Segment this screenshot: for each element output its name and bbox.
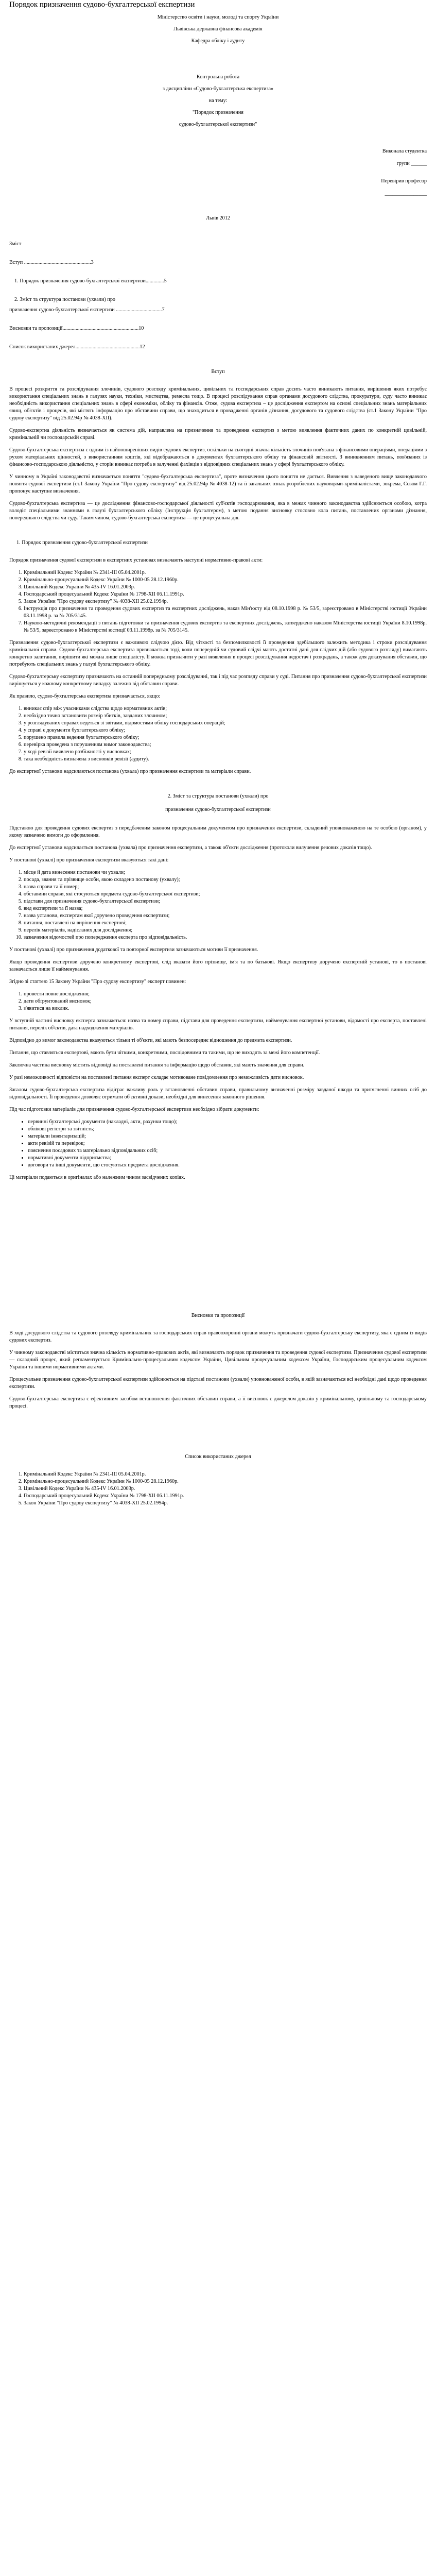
section-2-paragraph: У разі неможливості відповісти на поставлені питання експерт складає мотивоване повідомлення про неможливість дати висновок. [9, 1075, 304, 1080]
conclusions-paragraph: У чинному законодавстві міститься значна кількість нормативно-правових актів, які визначають порядок призначення та проведення судової експертизи. Призначення судової експертизи — складний процес, який регламентується Кримінально-процесуальним кодексом України, Цивільним процесуальним кодексом України, Господарським процесуальним кодексом України та іншими нормативними актами. [9, 1350, 427, 1370]
department-line: Кафедра обліку і аудиту [191, 38, 245, 44]
toc-title: Зміст [9, 241, 22, 247]
list-item: 7. у ході ревізії виявлено розбіжності у висновках; [24, 749, 427, 756]
intro-section [9, 368, 427, 522]
performed-by: Виконала студентка [382, 148, 427, 154]
section-2-paragraph: Підставою для проведення судових експертиз з передбаченим законом процесуальним документом про призначення експертизи, складений уповноваженою на те особою (органом), у якому зазначено вимоги до оформлення. [9, 825, 427, 838]
discipline-line: з дисципліни «Судово-бухгалтерська експертиза» [162, 86, 274, 92]
toc-item: Список використаних джерел.................................................12 [9, 344, 145, 350]
section-2-paragraph: Заключна частина висновку містить відповіді на поставлені питання та інформацію щодо обставин, які мають значення для справи. [9, 1062, 305, 1068]
section-1-heading: 1. Порядок призначення судово-бухгалтерської експертизи [16, 540, 148, 546]
section-2-heading [9, 793, 427, 814]
legal-acts-list [19, 569, 427, 634]
list-item: • договори та інші документи, що стосуються предмета дослідження. [28, 1162, 427, 1169]
list-item: 3. з'явитися на виклик. [24, 1005, 427, 1012]
toc-item: Висновки та пропозиції..........................................................10 [9, 326, 144, 331]
section-2-paragraph: Якщо проведення експертизи доручено конкретному експертові, слід вказати його прізвище, ім'я та по батькові. Якщо експертизу доручено експертній установі, то в постанові зазначається лише її найменування. [9, 959, 427, 972]
list-item: 8. така необхідність визначена з висновків ревізії (аудиту). [24, 756, 427, 763]
checked-by: Перевірив професор [381, 178, 427, 184]
list-item: 2. Кримінально-процесуальний Кодекс України № 1000-05 28.12.1960р. [24, 577, 427, 584]
list-item: 2. дати обґрунтований висновок; [24, 998, 427, 1005]
list-item: 4. Господарський процесуальний Кодекс України № 1798-XII 06.11.1991р. [24, 591, 427, 598]
section-1-paragraph: До експертної установи надсилаються постанова (ухвала) про призначення експертизи та матеріали справи. [9, 769, 251, 774]
section-2-heading-line: 2. Зміст та структура постанови (ухвали) про [167, 793, 269, 799]
author-block [9, 148, 427, 197]
ministry-line: Міністерство освіти і науки, молоді та спорту України [157, 14, 279, 20]
intro-paragraph: Судово-експертна діяльність визначається як система дій, направлена на призначення та проведення експертиз з метою виявлення фактичних даних по конкретній цивільній, кримінальній чи господарській справі. [9, 428, 427, 440]
list-item: 1. провести повне дослідження; [24, 991, 427, 998]
intro-paragraph: У чинному в Україні законодавстві визначається поняття "судово-бухгалтерська експертиза", проте визначення цього поняття не дається. Вивчення з наведеного вище законодавчого поняття судової експертизи (ст.1 Закону України "Про судову експертизу" від 25.02.94р № 4038-12) та її загальних ознак розроблених науковцями-криміналістами, зокрема, Сєвом Г.Г. пропонує наступне визначення. [9, 474, 427, 494]
page-title: Порядок призначення судово-бухгалтерської експертизи [9, 1, 195, 9]
list-item: 4. Господарський процесуальний Кодекс України № 1798-XII 06.11.1991р. [24, 1493, 427, 1500]
list-item: 1. місце й дата винесення постанови чи ухвали; [24, 869, 427, 876]
conclusions-paragraph: Судово-бухгалтерська експертиза є ефективним засобом встановлення фактичних обставин справи, а її висновок є джерелом доказів у кримінальному, цивільному та господарському процесі. [9, 1396, 427, 1409]
list-item: 9. перелік матеріалів, надісланих для дослідження; [24, 927, 427, 934]
section-1-paragraph: Як правило, судово-бухгалтерська експертиза призначається, якщо: [9, 693, 161, 699]
conditions-list [19, 705, 427, 763]
toc-item: 1. Порядок призначення судово-бухгалтерської експертизи..............5 [14, 278, 167, 284]
conclusions-paragraph: В ході досудового слідства та судового розгляду кримінальних та господарських справ правоохоронні органи можуть призначати судово-бухгалтерську експертизу, яка є одним із видів судових експертиз. [9, 1330, 427, 1343]
page-gap [9, 1187, 427, 1295]
references-section [9, 1453, 427, 1507]
documents-list [23, 1118, 427, 1169]
list-item: 2. необхідно точно встановити розмір збитків, завданих злочином; [24, 713, 427, 720]
list-item: 7. назва установи, експертам якої доручено проведення експертизи; [24, 912, 427, 920]
list-item: 2. Кримінально-процесуальний Кодекс України № 1000-05 28.12.1960р. [24, 1478, 427, 1485]
section-1-paragraph: Судово-бухгалтерську експертизу призначають на останній попередньому розслідуванні, так і під час розгляду справи у суді. Питання про призначення судово-бухгалтерської експертизи вирішується у кожному конкретному випадку залежно від обставин справи. [9, 674, 427, 687]
list-item: • акти ревізій та перевірок; [28, 1140, 427, 1147]
list-item: 3. Цивільний Кодекс України № 435-IV 16.01.2003р. [24, 1485, 427, 1493]
table-of-contents [9, 241, 427, 351]
expert-duties-list [19, 991, 427, 1012]
list-item: 3. Цивільний Кодекс України № 435-IV 16.01.2003р. [24, 584, 427, 591]
list-item: 10. зазначення відомостей про попередження експерта про відповідальність. [24, 934, 427, 941]
section-2-paragraph: Під час підготовки матеріалів для призначення судово-бухгалтерської експертизи необхідно зібрати документи: [9, 1107, 259, 1112]
intro-paragraph: В процесі розкриття та розслідування злочинів, судового розгляду кримінальних, цивільних та господарських справ досить часто виникають питання, вирішення яких потребує використання спеціальних знань в галузях науки, техніки, мистецтва, ремесла тощо. В процесі розслідування справ органами досудового слідства, прокуратури, суду часто виникає необхідність використання спеціальних знань в сфері економіки, обліку та фінансів. Отже, судова експертиза – це дослідження експертом на основі спеціальних знань матеріальних явищ, об'єктів і процесів, які містять інформацію про обставини справи, що знаходиться в провадженні органів дізнання, досудового та судового слідства (ст.1 Закону України "Про судову експертизу" від 25.02.94р № 4038-ХІІ). [9, 386, 427, 421]
list-item: 5. Закон України "Про судову експертизу" № 4038-XII 25.02.1994р. [24, 1500, 427, 1507]
list-item: 6. Інструкція про призначення та проведення судових експертиз та експертних досліджень, наказ Мін'юсту від 08.10.1998 р. № 53/5, зареєстровано в Міністерстві юстиції України 03.11.1998 р. за № 705/3145. [24, 605, 427, 620]
city-year: Львів 2012 [206, 215, 230, 221]
page-gap [9, 1415, 427, 1436]
conclusions-section [9, 1312, 427, 1410]
topic-label: на тему: [208, 98, 228, 104]
section-2-paragraph: Згідно зі статтею 15 Закону України "Про судову експертизу" експерт повинен: [9, 979, 186, 985]
list-item: 7. Науково-методичні рекомендації з питань підготовки та призначення судових експертиз та експертних досліджень, затверджено наказом Міністерства юстиції України 8.10.1998р. № 53/5, зареєстровано в Міністерстві юстиції 03.11.1998р. за № 705/3145. [24, 620, 427, 634]
list-item: 5. Закон України "Про судову експертизу" № 4038-XII 25.02.1994р. [24, 598, 427, 605]
list-item: 6. вид експертизи та її назва; [24, 905, 427, 912]
section-2-paragraph: Відповідно до вимог законодавства вказуються тільки ті об'єкти, які мають безпосереднє відношення до предмета експертизи. [9, 1038, 292, 1043]
list-item: 5. підстави для призначення судово-бухгалтерської експертизи; [24, 898, 427, 905]
intro-paragraph: Судово-бухгалтерська експертиза — це дослідження фінансово-господарської діяльності суб'єктів господарювання, яка в межах чинного законодавства здійснюється особою, котра володіє спеціальними знаннями в галузі бухгалтерського обліку (Інструкція бухгалтером), з метою подання висновку стосовно кола питань, поставлених органами дізнання, попереднього слідства чи суду. Таким чином, судово-бухгалтерська експертиза — це процесуальна дія. [9, 501, 427, 521]
list-item: • матеріали інвентаризацій; [28, 1133, 427, 1140]
section-1 [9, 539, 427, 775]
title-page [9, 14, 427, 128]
section-2-paragraph: До експертної установи надсилається постанова (ухвала) про призначення експертизи, а також об'єкти дослідження (протоколи вилучення речових доказів тощо). [9, 845, 372, 851]
list-item: 2. посада, звання та прізвище особи, якою складено постанову (ухвалу); [24, 876, 427, 884]
references-list [19, 1471, 427, 1507]
list-item: • первинні бухгалтерські документи (накладні, акти, рахунки тощо); [28, 1118, 427, 1126]
list-item: 8. питання, поставлені на вирішення експертові; [24, 920, 427, 927]
section-2-paragraph: У вступній частині висновку експерта зазначається: назва та номер справи, підстави для проведення експертизи, найменування експертної установи, відомості про експерта, поставлені питання, перелік об'єктів, дата надходження матеріалів. [9, 1018, 427, 1031]
section-2-paragraph: Питання, що ставляться експертові, мають бути чіткими, конкретними, послідовними та такими, що не виходять за межі його компетенції. [9, 1050, 320, 1056]
topic-line-2: судово-бухгалтерської експертизи" [179, 122, 257, 127]
topic-line-1: "Порядок призначення [193, 110, 243, 115]
section-2-paragraph: Ці матеріали подаються в оригіналах або належним чином засвідчених копіях. [9, 1175, 185, 1180]
conclusions-heading: Висновки та пропозиції [191, 1313, 245, 1318]
list-item: 1. виникає спір між учасниками слідства щодо нормативних актів; [24, 705, 427, 713]
list-item: 4. у справі є документи бухгалтерського обліку; [24, 727, 427, 734]
section-2-paragraph: Загалом судово-бухгалтерська експертиза відіграє важливу роль у встановленні обставин справи, правильному визначенні розміру завданої шкоди та притягненні винних осіб до відповідальності. Її проведення дозволяє отримати об'єктивні докази, необхідні для винесення законного рішення. [9, 1087, 427, 1100]
section-1-paragraph: Призначення судово-бухгалтерської експертизи є важливою слідчою дією. Від чіткості та безпомилковості її проведення здебільшого залежить методика і строки розслідування кримінальної справи. Судово-бухгалтерська експертиза призначається тоді, коли попередній чи судовий слідчі мають достатні дані для слідчих дій (або судового розгляду) вимагають конкретно залитання, вирішити які можна лише спеціалісту. Її можна призначити у разі виявлення в процесі розслідування недостач і розкрадань, а також для доказування обставин, що потребують спеціальних знань у галузі бухгалтерського обліку. [9, 640, 427, 667]
resolution-contents-list [19, 869, 427, 941]
list-item: 1. Кримінальний Кодекс України № 2341-III 05.04.2001р. [24, 569, 427, 577]
list-item: • нормативні документи підприємства; [28, 1155, 427, 1162]
checker-line: ________________ [385, 191, 427, 196]
section-1-paragraph: Порядок призначення судової експертизи в експертних установах визначають наступні нормативно-правові акти: [9, 557, 263, 563]
group-line: групи ______ [396, 161, 427, 166]
toc-item: призначення судово-бухгалтерської експертизи ...................................7 [9, 307, 165, 313]
list-item: 3. у розглядуваних справах ведеться зі звітами, відомостями обліку господарських операцій; [24, 720, 427, 727]
toc-item: Вступ ...................................................3 [9, 260, 94, 265]
list-item: 3. назва справи та її номер; [24, 884, 427, 891]
list-item: • облікові регістри та звітність; [28, 1126, 427, 1133]
conclusions-paragraph: Процесуальне призначення судово-бухгалтерської експертизи здійснюється на підставі постанови (ухвали) уповноваженої особи, в якій зазначаються всі необхідні дані щодо проведення експертизи. [9, 1377, 427, 1389]
intro-paragraph: Судово-бухгалтерська експертиза є одним із найпоширеніших видів судових експертиз, оскільки на сьогодні значна кількість злочинів пов'язана з фінансовими операціями, операціями з рухом матеріальних цінностей, з використанням коштів, які відображаються в документах бухгалтерського обліку та фінансовій звітності. З виникненням питань, пов'язаних із фінансово-господарською діяльністю, у сторін виникає потреба в залученні фахівців з відповідних спеціальних знань у сфері бухгалтерського обліку. [9, 447, 427, 467]
list-item: 1. Кримінальний Кодекс України № 2341-III 05.04.2001р. [24, 1471, 427, 1478]
list-item: 6. перевірка проведена з порушенням вимог законодавства; [24, 741, 427, 749]
list-item: 4. обставини справи, які стосуються предмета судово-бухгалтерської експертизи; [24, 891, 427, 898]
section-2 [9, 793, 427, 1181]
list-item: 5. порушено правила ведення бухгалтерського обліку; [24, 734, 427, 741]
intro-heading: Вступ [211, 369, 225, 375]
list-item: • пояснення посадових та матеріально відповідальних осіб; [28, 1147, 427, 1155]
toc-item: 2. Зміст та структура постанови (ухвали) про [14, 297, 116, 302]
academy-line: Львівська державна фінансова академія [173, 26, 263, 32]
section-2-paragraph: У постанові (ухвалі) про призначення експертизи вказуються такі дані: [9, 857, 169, 863]
references-heading: Список використаних джерел [185, 1454, 251, 1460]
section-2-heading-line: призначення судово-бухгалтерської експертизи [165, 807, 271, 812]
work-type: Контрольна робота [196, 74, 240, 80]
section-2-paragraph: У постанові (ухвалі) про призначення додаткової та повторної експертизи зазначаються мотиви її призначення. [9, 947, 258, 953]
